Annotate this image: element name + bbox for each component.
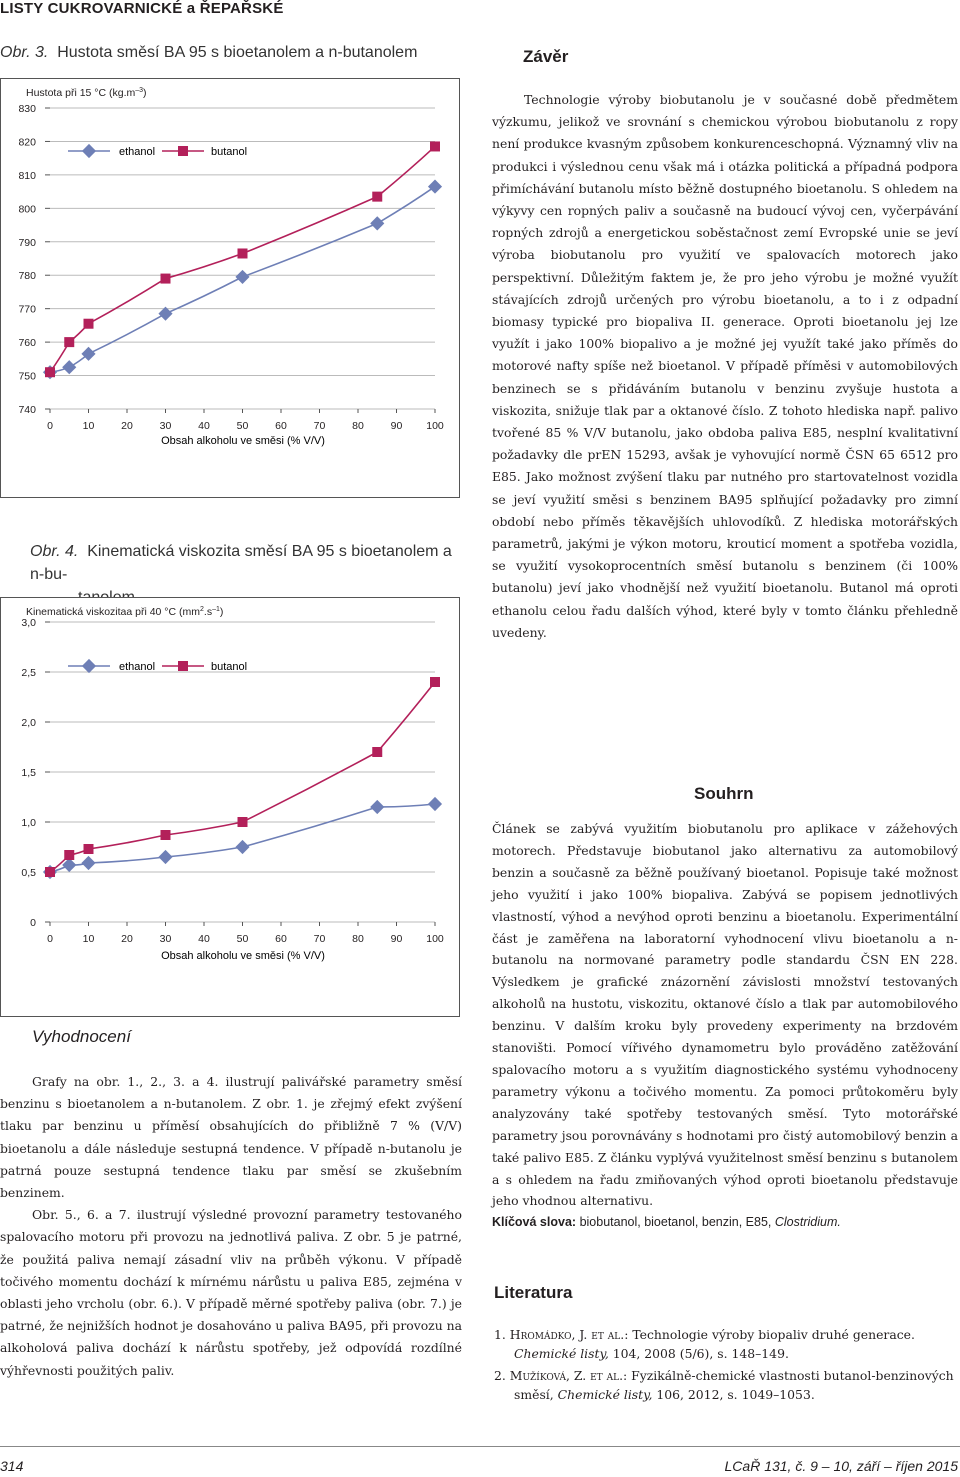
x-tick-label: 40 xyxy=(198,420,210,432)
x-tick-label: 50 xyxy=(236,420,249,432)
y-tick-label: 790 xyxy=(18,236,36,249)
x-tick-label: 30 xyxy=(159,933,172,945)
y-tick-label: 830 xyxy=(18,103,36,115)
y-tick-label: 1,0 xyxy=(21,817,36,829)
ref-journal: Chemické listy, xyxy=(514,1346,609,1361)
data-point-butanol xyxy=(45,367,55,377)
data-point-butanol xyxy=(64,850,74,860)
y-tick-label: 760 xyxy=(18,337,36,350)
data-point-butanol xyxy=(238,248,248,258)
x-tick-label: 100 xyxy=(426,933,444,945)
figure4-chart xyxy=(0,597,460,1017)
figure4-caption-label: Obr. 4. xyxy=(30,543,79,560)
data-point-butanol xyxy=(45,867,55,877)
figure3-caption-label: Obr. 3. xyxy=(0,44,49,61)
figure4-ylabel: Kinematická viskozitaa při 40 °C $(mm^2.s^{-1})$ xyxy=(26,606,224,618)
figure3-chart xyxy=(0,78,460,498)
figure3-caption-text: Hustota směsí BA 95 s bioetanolem a n-butanolem xyxy=(57,44,418,61)
x-tick-label: 80 xyxy=(352,420,364,432)
reference-list xyxy=(494,1325,960,1404)
ref-authors: Hromádko, J. et al.: xyxy=(509,1327,629,1342)
data-point-butanol xyxy=(161,830,171,840)
ref-num: 1. xyxy=(494,1327,506,1342)
x-tick-label: 70 xyxy=(313,933,326,945)
x-tick-label: 0 xyxy=(47,933,53,945)
y-tick-label: 810 xyxy=(18,169,36,182)
x-tick-label: 20 xyxy=(121,933,133,945)
y-tick-label: 780 xyxy=(18,270,36,283)
x-tick-label: 10 xyxy=(82,420,95,432)
x-tick-label: 60 xyxy=(275,420,287,432)
y-tick-label: 3,0 xyxy=(21,617,36,629)
x-tick-label: 80 xyxy=(352,933,364,945)
keywords xyxy=(492,1215,841,1229)
legend-ethanol-label: ethanol xyxy=(119,661,156,673)
figure4-xlabel: Obsah alkoholu ve směsi (% V/V) xyxy=(161,950,325,962)
x-tick-label: 20 xyxy=(121,420,133,432)
x-tick-label: 60 xyxy=(275,933,287,945)
figure4-caption-line1: Kinematická viskozita směsí BA 95 s bioetanolem a n-bu- xyxy=(30,543,452,583)
y-tick-label: 2,0 xyxy=(21,717,36,729)
vyhodnoceni-body xyxy=(0,1071,462,1382)
souhrn-paragraph: Článek se zabývá využitím biobutanolu pro aplikace v zážehových motorech. Představuje biobutanol jako alternativu za automobilový benzin a současně za běžně používaný bioetanol. Popisuje také možnost jeho využití i jako 100% biopaliva. Zabývá se popisem jednotlivých vlastností, výhod a nevýhod oproti benzinu a bioetanolu. Experimentální část je zaměřena na laboratorní vyhodnocení vlivu bioetanolu a n-butanolu na normované parametry podle standardu ČSN EN 228. Výsledkem je grafické znázornění závislosti množství testovaných alkoholů na hustotu, viskozitu, oktanové číslo a tlak par automobilového benzinu. V dalším kroku byly provedeny experimenty na brzdovém stanovišti. Pomocí vířivého dynamometru bylo prováděno zatěžování spalovacího motoru a s využitím diagnostického systému vyhodnoceny parametry výkonu a točivého momentu. Za pomoci průtokoměru byly analyzovány také spotřeby testovaných směsí. Tyto motorářské parametry jsou porovnávány s hodnotami pro čistý automobilový benzin a také palivo E85. Z článku vyplývá využitelnost směsí benzinu s butanolem a s ohledem na řadu zmiňovaných výhod oproti bioetanolu představuje jeho vhodnou alternativu. xyxy=(492,821,958,1209)
zaver-title: Závěr xyxy=(523,47,569,66)
legend-butanol-label: butanol xyxy=(211,661,248,673)
x-tick-label: 90 xyxy=(390,933,403,945)
y-tick-label: 750 xyxy=(18,370,36,383)
legend-butanol-marker xyxy=(178,661,188,671)
ref-journal: Chemické listy, xyxy=(557,1387,653,1402)
figure3-caption xyxy=(0,44,417,62)
footer-page-number: 314 xyxy=(0,1458,24,1474)
y-tick-label: 740 xyxy=(18,404,36,416)
data-point-butanol xyxy=(430,141,440,151)
data-point-butanol xyxy=(372,747,382,757)
data-point-butanol xyxy=(161,274,171,284)
ref-details: 106, 2012, s. 1049–1053. xyxy=(656,1387,815,1402)
data-point-butanol xyxy=(430,677,440,687)
x-tick-label: 10 xyxy=(82,933,95,945)
x-tick-label: 90 xyxy=(390,420,403,432)
y-tick-label: 1,5 xyxy=(21,767,36,779)
zaver-paragraph: Technologie výroby biobutanolu je v současné době předmětem výzkumu, jelikož ve srovnání s chemickou výrobou biobutanolu z ropy není produkce kvasným způsobem konkurenceschopná. Významný vliv na produkci i výslednou cenu však má i otázka politická a případná podpora přimíchávání butanolu místo běžně dostupného bioetanolu. S ohledem na výkyvy cen ropných paliv a současně na budoucí vývoj cen, vyčerpávání ropných zdrojů a energetickou soběstačnost zemí Evropské unie se jeví výroba biobutanolu pro využití ve spalovacích motorech jako perspektivní. Důležitým faktem je, že pro jeho výrobu je možné využít stávajících zdrojů určených pro výrobu bioetanolu, a to i z odpadní biomasy typické pro biopaliva II. generace. Oproti bioetanolu jej lze využít i jako 100% biopalivo a je možné jej využít také jako příměs do motorové nafty spíše než bioetanol. V případě příměsi v automobilových benzinech se s přidáváním butanolu v benzinu zvyšuje hustota a viskozita, snižuje tlak par a oktanové číslo. Z tohoto hlediska např. palivo tvořené 85 % V/V butanolu, jako obdoba paliva E85, nesplní kvalitativní požadavky dle prEN 15293, avšak je vyhovující normě ČSN 65 6512 pro E85. Jako možnost zvýšení tlaku par nutného pro startovatelnost vozidla se jeví využití směsi s benzinem BA95 splňující požadavky pro zimní období nebo příměs těkavějších uhlovodíků. Z hlediska motorářských parametrů, jakými je výkon motoru, krouticí moment a spotřeba vozidla, se využití vysokoprocentních směsí butanolu s benzinem (či 100% butanolu) jeví jako vhodnější než využití bioetanolu. Butanol má oproti ethanolu celou řadu dalších výhod, které byly v tomto článku přehledně uvedeny. xyxy=(492,92,958,640)
x-tick-label: 50 xyxy=(236,933,249,945)
data-point-butanol xyxy=(64,337,74,347)
legend-butanol-label: butanol xyxy=(211,146,248,158)
souhrn-body xyxy=(492,818,958,1212)
y-tick-label: 0,5 xyxy=(21,867,36,879)
x-tick-label: 100 xyxy=(426,420,444,432)
footer-rule xyxy=(0,1446,960,1447)
vyhodnoceni-title: Vyhodnocení xyxy=(32,1027,131,1046)
x-tick-label: 70 xyxy=(313,420,326,432)
vyhodnoceni-paragraph: Obr. 5., 6. a 7. ilustrují výsledné provozní parametry testovaného spalovacího motoru při provozu na jednotlivá paliva. Z obr. 5 je patrné, že použitá paliva nemají zásadní vliv na průběh výkonu. V případě točivého momentu dochází k mírnému nárůstu u paliva E85, zejména v oblasti jeho vrcholu (obr. 6.). V případě měrné spotřeby paliva (obr. 7.) je patrné, že nejnižších hodnot je dosahováno u paliva BA95, při provozu na alkoholová paliva dochází k nárůstu spotřeby, jež odpovídá rozdílné výhřevnosti použitých paliv. xyxy=(0,1207,462,1378)
keywords-label: Klíčová slova: xyxy=(492,1215,577,1229)
x-tick-label: 40 xyxy=(198,933,210,945)
ref-authors: Mužíková, Z. et al.: xyxy=(509,1368,628,1383)
y-tick-label: 2,5 xyxy=(21,667,36,679)
figure3-ylabel: Hustota při 15 °C $(kg.m^{-3})$ xyxy=(26,87,147,99)
reference-item xyxy=(494,1325,960,1363)
ref-num: 2. xyxy=(494,1368,506,1383)
souhrn-title: Souhrn xyxy=(694,784,754,803)
y-tick-label: 820 xyxy=(18,136,36,149)
y-tick-label: 800 xyxy=(18,203,36,216)
literatura-title: Literatura xyxy=(494,1283,573,1302)
y-tick-label: 770 xyxy=(18,303,36,316)
keywords-list: biobutanol, bioetanol, benzin, E85, xyxy=(579,1215,772,1229)
keywords-italic: Clostridium. xyxy=(774,1215,841,1229)
data-point-butanol xyxy=(84,844,94,854)
running-header: LISTY CUKROVARNICKÉ a ŘEPAŘSKÉ xyxy=(0,0,284,17)
x-tick-label: 0 xyxy=(47,420,53,432)
ref-title: Fyzikálně-chemické vlastnosti butanol-benzinových směsí, xyxy=(514,1368,954,1402)
data-point-butanol xyxy=(372,192,382,202)
data-point-butanol xyxy=(84,319,94,329)
y-tick-label: 0 xyxy=(30,917,36,929)
ref-details: 104, 2008 (5/6), s. 148–149. xyxy=(612,1346,789,1361)
footer-journal: LCaŘ 131, č. 9 – 10, září – říjen 2015 xyxy=(724,1458,958,1474)
zaver-body xyxy=(492,89,958,644)
data-point-butanol xyxy=(238,817,248,827)
legend-ethanol-label: ethanol xyxy=(119,146,156,158)
legend-butanol-marker xyxy=(178,146,188,156)
x-tick-label: 30 xyxy=(159,420,172,432)
reference-item xyxy=(494,1366,960,1404)
vyhodnoceni-paragraph: Grafy na obr. 1., 2., 3. a 4. ilustrují palivářské parametry směsí benzinu s bioetanolem a n-butanolem. Z obr. 1. je zřejmý efekt zvýšení tlaku par benzinu u příměsí obsahujících do přibližně 7 % (V/V) bioetanolu a dále následuje sestupná tendence. V případě n-butanolu je patrná pouze sestupná tendence tlaku par směsí se zkušebním benzinem. xyxy=(0,1074,462,1201)
ref-title: Technologie výroby biopaliv druhé generace. xyxy=(632,1327,915,1342)
figure3-xlabel: Obsah alkoholu ve směsi (% V/V) xyxy=(161,435,325,447)
